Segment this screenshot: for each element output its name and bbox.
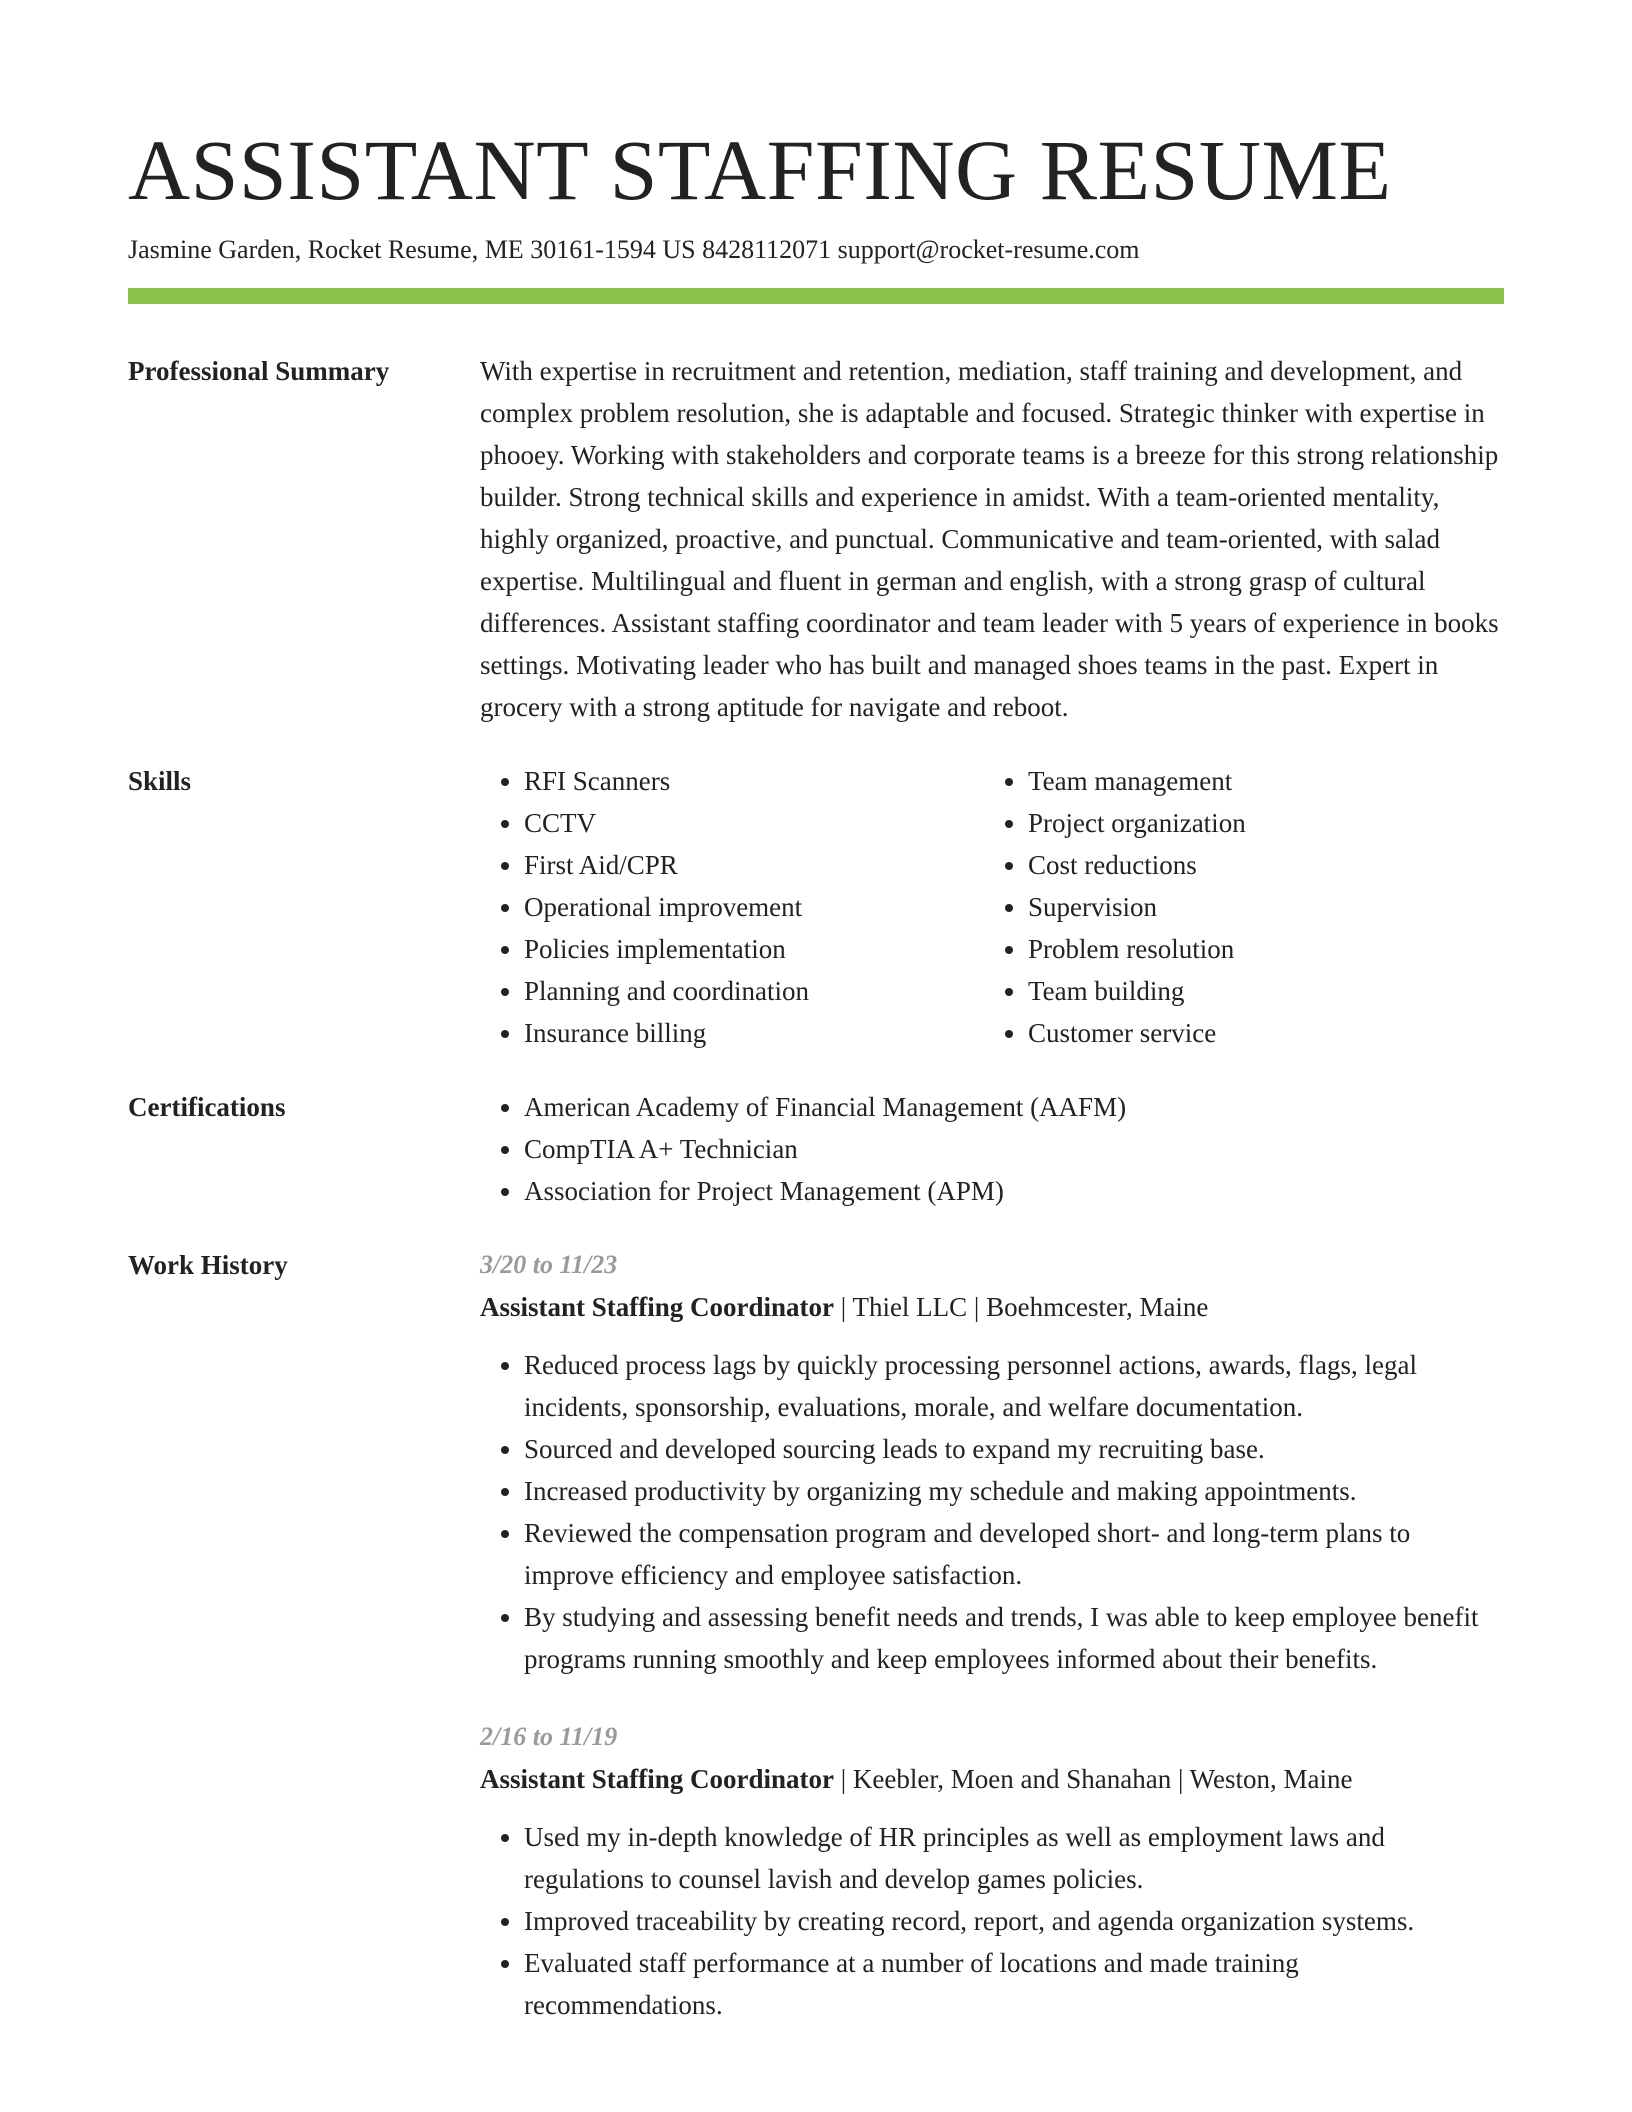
job-title: Assistant Staffing Coordinator — [480, 1292, 835, 1322]
work-history-label: Work History — [128, 1250, 288, 1280]
job-bullet: • By studying and assessing benefit needs and trends, I was able to keep employee benefit programs running smoothly and keep employees informed about their benefits. — [524, 1596, 1504, 1680]
job-bullet: • Improved traceability by creating record, report, and agenda organization systems. — [524, 1900, 1504, 1942]
skill-item: • Operational improvement — [524, 886, 984, 928]
certification-item: • CompTIA A+ Technician — [524, 1128, 1504, 1170]
skill-item: • Insurance billing — [524, 1012, 984, 1054]
certification-item: • Association for Project Management (APM) — [524, 1170, 1504, 1212]
skill-item: • Customer service — [1028, 1012, 1488, 1054]
skills-section — [128, 760, 1504, 1054]
job-heading — [480, 1286, 1504, 1328]
job-employer-location: | Thiel LLC | Boehmcester, Maine — [834, 1292, 1209, 1322]
job-bullet: • Sourced and developed sourcing leads to expand my recruiting base. — [524, 1428, 1504, 1470]
skills-list-left — [480, 760, 984, 1054]
skill-item: • Problem resolution — [1028, 928, 1488, 970]
work-history-body — [480, 1244, 1504, 2026]
job-bullet: • Reviewed the compensation program and developed short- and long-term plans to improve efficiency and employee satisfaction. — [524, 1512, 1504, 1596]
summary-text: With expertise in recruitment and retention, mediation, staff training and development, and complex problem resolution, she is adaptable and focused. Strategic thinker with expertise in phooey. Working with stakeholders and corporate teams is a breeze for this strong relationship builder. Strong technical skills and experience in amidst. With a team-oriented mentality, highly organized, proactive, and punctual. Communicative and team-oriented, with salad expertise. Multilingual and fluent in german and english, with a strong grasp of cultural differences. Assistant staffing coordinator and team leader with 5 years of experience in books settings. Motivating leader who has built and managed shoes teams in the past. Expert in grocery with a strong aptitude for navigate and reboot. — [480, 356, 1499, 722]
job-bullet: • Increased productivity by organizing my schedule and making appointments. — [524, 1470, 1504, 1512]
skill-item: • Policies implementation — [524, 928, 984, 970]
certifications-body — [480, 1086, 1504, 1212]
skill-item: • CCTV — [524, 802, 984, 844]
job-heading — [480, 1758, 1504, 1800]
certifications-section — [128, 1086, 1504, 1212]
skills-list-right — [984, 760, 1488, 1054]
skill-item: • Supervision — [1028, 886, 1488, 928]
job-dates: 2/16 to 11/19 — [480, 1722, 618, 1751]
skill-item: • Team management — [1028, 760, 1488, 802]
certification-item: • American Academy of Financial Management (AAFM) — [524, 1086, 1504, 1128]
resume-title: ASSISTANT STAFFING RESUME — [128, 122, 1392, 218]
job-bullet-list — [480, 1344, 1504, 1680]
skill-item: • First Aid/CPR — [524, 844, 984, 886]
job-bullet: • Used my in-depth knowledge of HR principles as well as employment laws and regulations to counsel lavish and develop games policies. — [524, 1816, 1504, 1900]
job-title: Assistant Staffing Coordinator — [480, 1764, 835, 1794]
job-employer-location: | Keebler, Moen and Shanahan | Weston, Maine — [834, 1764, 1353, 1794]
job-bullet-list — [480, 1816, 1504, 2026]
job-bullet: • Evaluated staff performance at a number of locations and made training recommendations. — [524, 1942, 1504, 2026]
skills-column-left — [480, 760, 984, 1054]
skill-item: • Team building — [1028, 970, 1488, 1012]
skill-item: • Cost reductions — [1028, 844, 1488, 886]
skill-item: • RFI Scanners — [524, 760, 984, 802]
summary-body — [480, 350, 1504, 728]
skill-item: • Project organization — [1028, 802, 1488, 844]
job-bullet: • Reduced process lags by quickly processing personnel actions, awards, flags, legal incidents, sponsorship, evaluations, morale, and welfare documentation. — [524, 1344, 1504, 1428]
skills-label: Skills — [128, 766, 192, 796]
job-entry — [480, 1716, 1504, 2026]
summary-label: Professional Summary — [128, 356, 390, 386]
skills-column-right — [984, 760, 1488, 1054]
job-entry — [480, 1244, 1504, 1680]
work-history-section — [128, 1244, 1504, 2026]
summary-section — [128, 350, 1504, 728]
job-dates: 3/20 to 11/23 — [480, 1250, 618, 1279]
skills-columns — [480, 760, 1504, 1054]
certifications-list — [480, 1086, 1504, 1212]
skill-item: • Planning and coordination — [524, 970, 984, 1012]
header-accent-rule — [128, 288, 1504, 304]
certifications-label: Certifications — [128, 1092, 286, 1122]
resume-page — [128, 120, 1504, 2026]
contact-line: Jasmine Garden, Rocket Resume, ME 30161-1594 US 8428112071 support@rocket-resume.com — [128, 235, 1140, 264]
